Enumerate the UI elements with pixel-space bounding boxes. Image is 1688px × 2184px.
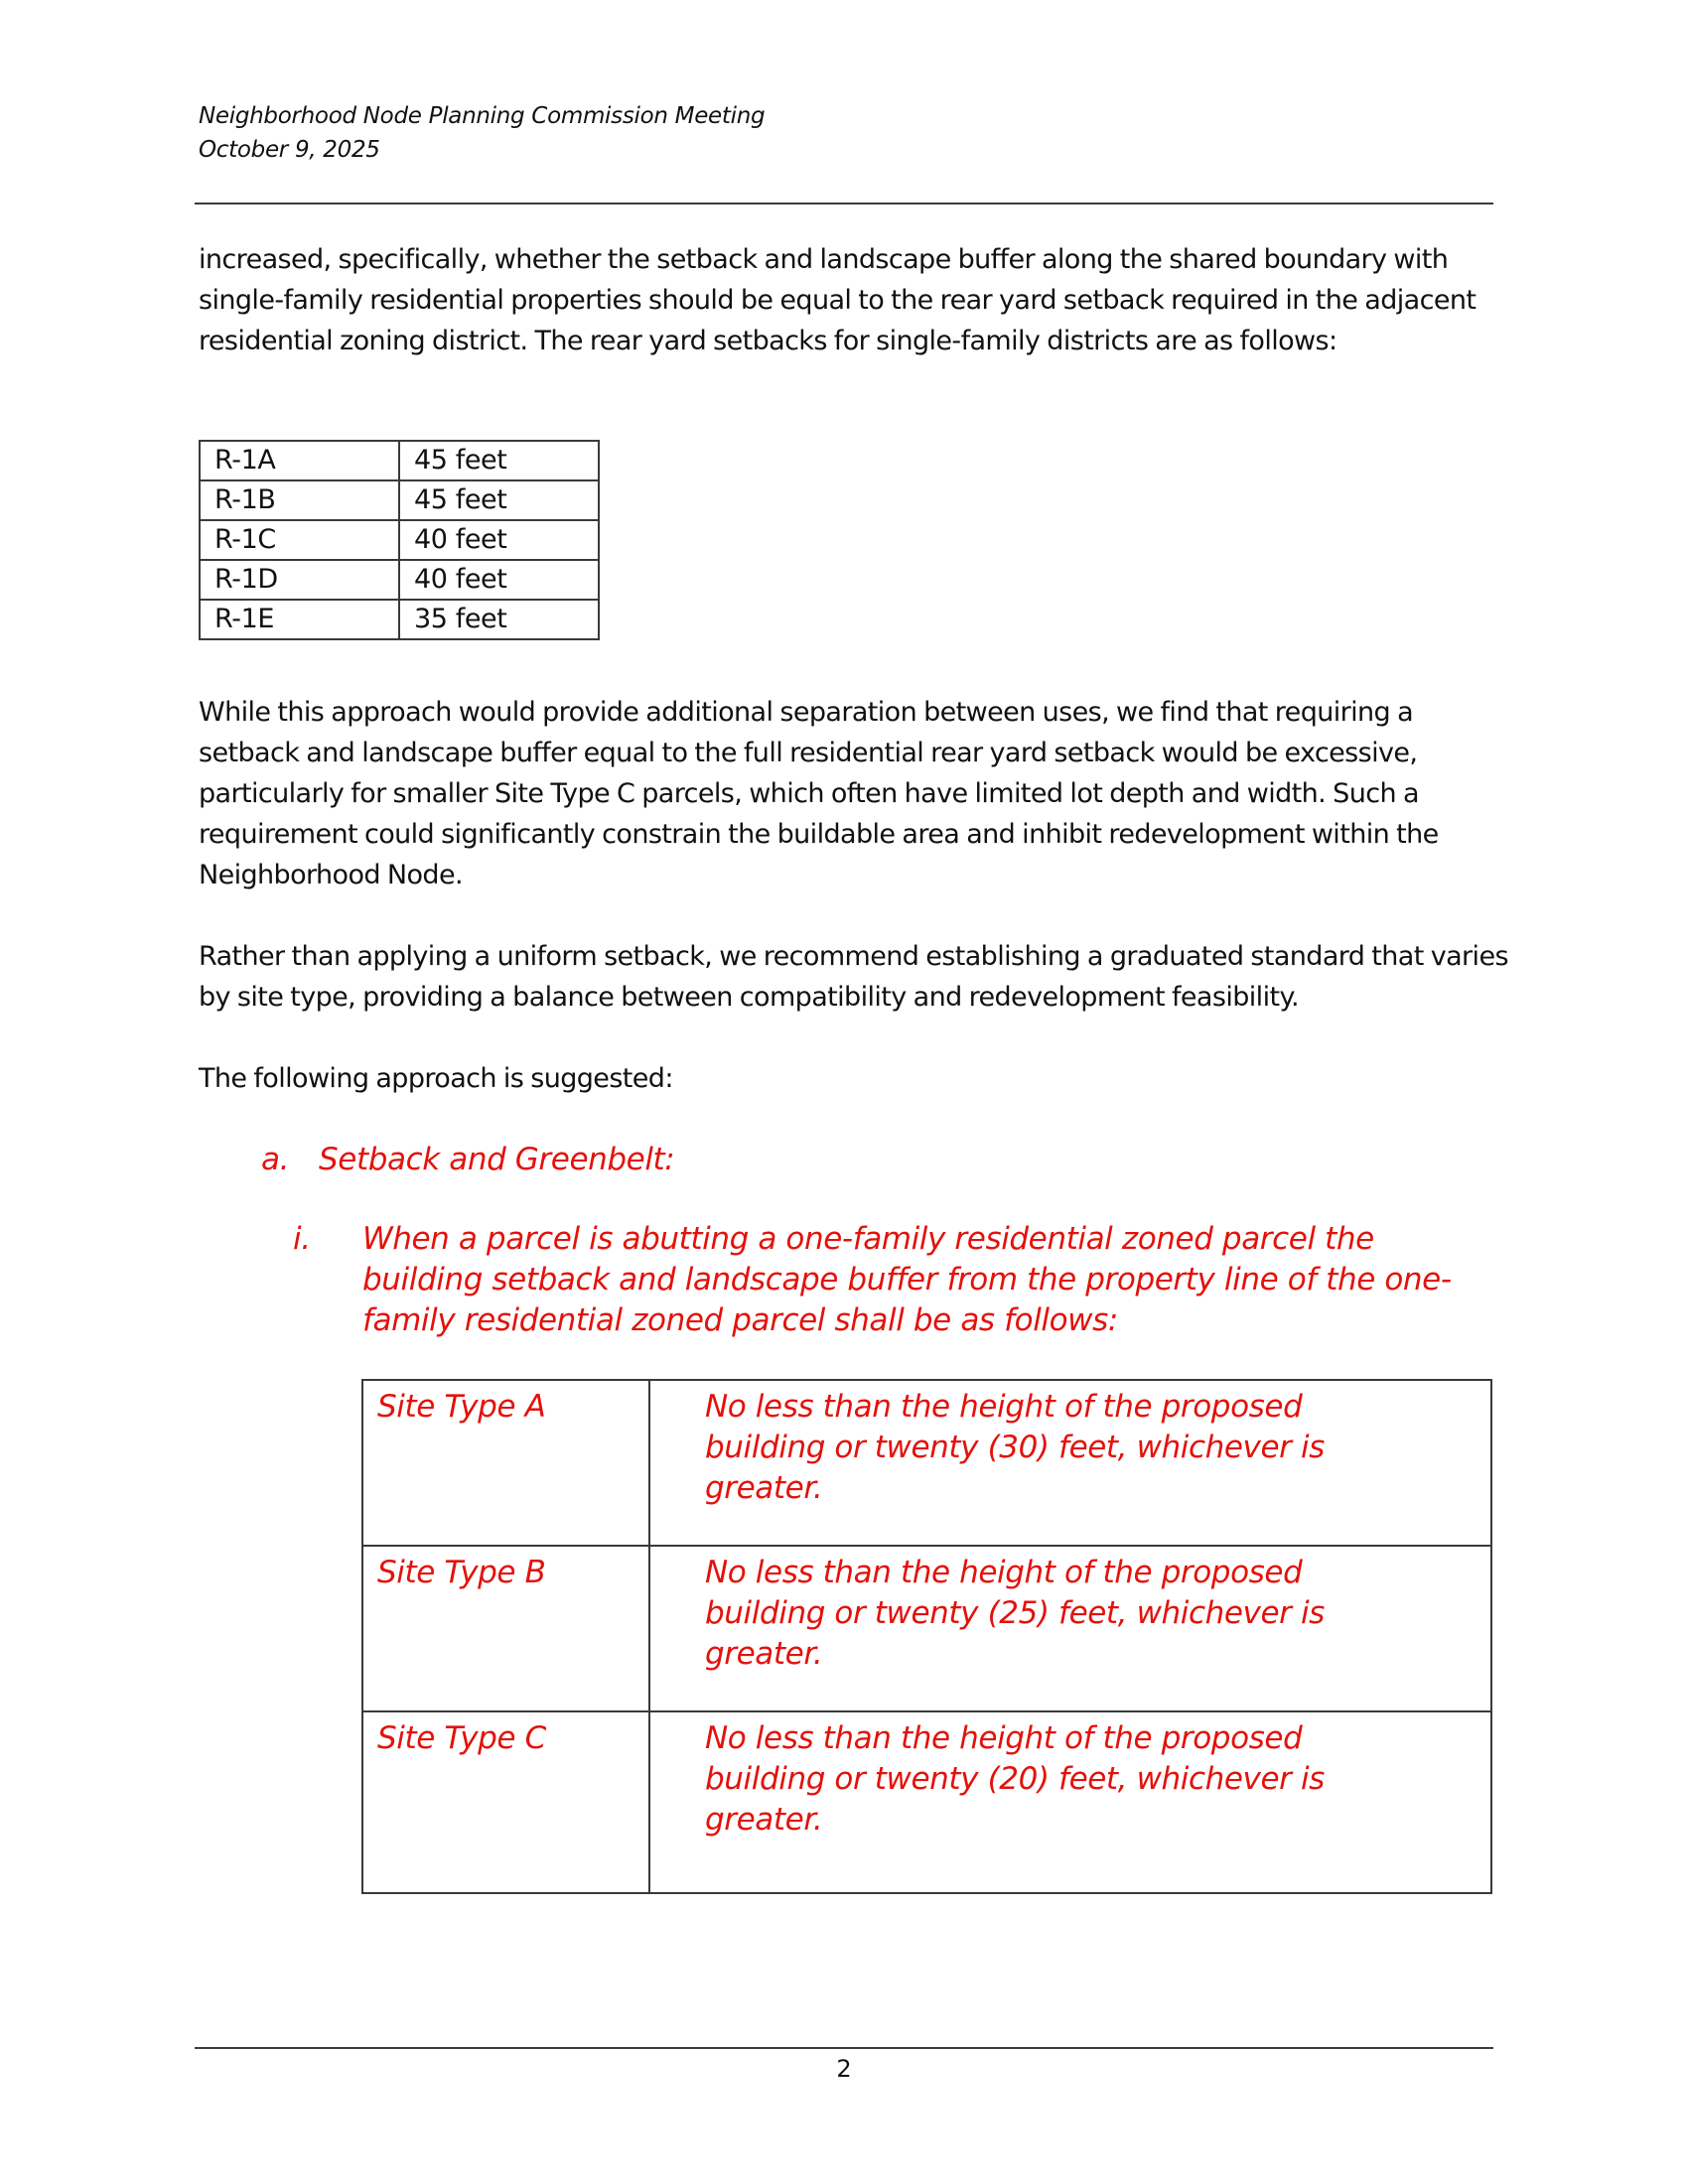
paragraph-intro: increased, specifically, whether the setback and landscape buffer along the shared boundary with single-family residential properties should be equal to the rear yard setback required in the adjacent residential zoning district. The rear yard setbacks for single-family districts are as follows: [199, 244, 1477, 356]
item-i-text: When a parcel is abutting a one-family residential zoned parcel the building setback and landscape buffer from the property line of the one-family residential zoned parcel shall be as follows: [362, 1221, 1452, 1338]
table-row [362, 1546, 1491, 1711]
rear-yard-setback-table [199, 440, 600, 640]
page-number: 2 [836, 2055, 852, 2083]
setback-cell: 40 feet [399, 520, 599, 560]
item-i-label: i. [293, 1221, 311, 1257]
footer-divider [195, 2047, 1493, 2049]
site-type-cell: Site Type A [362, 1380, 649, 1546]
district-cell: R-1C [200, 520, 399, 560]
table-row [362, 1711, 1491, 1893]
requirement-cell: No less than the height of the proposed building or twenty (25) feet, whichever is greater. [649, 1546, 1491, 1711]
header-date: October 9, 2025 [199, 137, 380, 163]
paragraph-recommendation: Rather than applying a uniform setback, we recommend establishing a graduated standard that varies by site type, providing a balance between compatibility and redevelopment feasibility. [199, 941, 1508, 1013]
site-type-setback-table [361, 1379, 1492, 1894]
setback-cell: 45 feet [399, 441, 599, 480]
section-a-label: a. [261, 1142, 290, 1177]
setback-cell: 40 feet [399, 560, 599, 600]
site-type-cell: Site Type C [362, 1711, 649, 1893]
header-title: Neighborhood Node Planning Commission Meeting [199, 103, 766, 129]
table-row [362, 1380, 1491, 1546]
setback-cell: 45 feet [399, 480, 599, 520]
table-row [200, 520, 599, 560]
paragraph-approach: The following approach is suggested: [199, 1063, 673, 1094]
section-a-title: Setback and Greenbelt: [319, 1142, 675, 1177]
table-row [200, 480, 599, 520]
district-cell: R-1E [200, 600, 399, 639]
district-cell: R-1D [200, 560, 399, 600]
setback-cell: 35 feet [399, 600, 599, 639]
section-a-heading [261, 1140, 674, 1179]
requirement-cell: No less than the height of the proposed building or twenty (20) feet, whichever is greater. [649, 1711, 1491, 1893]
table-row [200, 560, 599, 600]
site-type-cell: Site Type B [362, 1546, 649, 1711]
header-divider [195, 203, 1493, 205]
table-row [200, 441, 599, 480]
paragraph-analysis: While this approach would provide additional separation between uses, we find that requiring a setback and landscape buffer equal to the full residential rear yard setback would be excessive, particularly for smaller Site Type C parcels, which often have limited lot depth and width. Such a requirement could significantly constrain the buildable area and inhibit redevelopment within the Neighborhood Node. [199, 697, 1439, 890]
page-header [199, 99, 765, 167]
requirement-cell: No less than the height of the proposed building or twenty (30) feet, whichever is greater. [649, 1380, 1491, 1546]
table-row [200, 600, 599, 639]
district-cell: R-1A [200, 441, 399, 480]
district-cell: R-1B [200, 480, 399, 520]
